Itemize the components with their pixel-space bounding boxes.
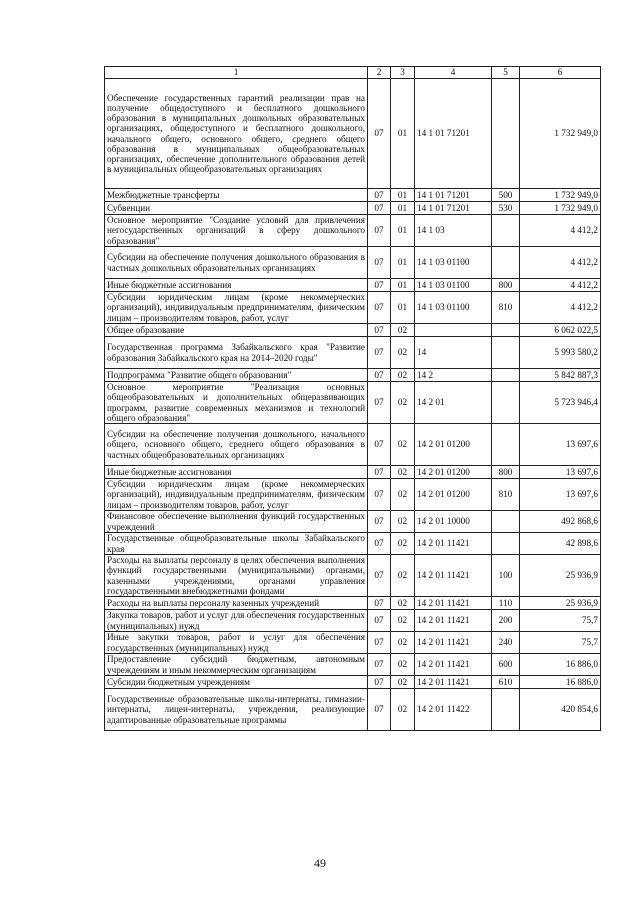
row-target-article-cell: 14 2 01 11421	[415, 632, 492, 654]
row-amount-cell: 1 732 949,0	[520, 189, 601, 202]
table-row	[105, 279, 601, 292]
row-amount-cell: 5 842 887,3	[520, 369, 601, 382]
row-name-cell: Основное мероприятие "Реализация основных общеобразовательных и дополнительных общеразвивающих программ, развитие современных механизмов и технологий общего образования"	[105, 382, 368, 424]
row-name-cell: Общее образование	[105, 324, 368, 337]
row-subsection-cell: 02	[391, 533, 415, 555]
row-target-article-cell: 14 1 03 01100	[415, 279, 492, 292]
row-name-cell: Финансовое обеспечение выполнения функций государственных учреждений	[105, 511, 368, 533]
row-expense-type-cell	[492, 215, 520, 247]
row-section-cell: 07	[368, 247, 391, 279]
header-col-5: 5	[492, 67, 520, 79]
row-expense-type-cell: 240	[492, 632, 520, 654]
row-name-cell: Субсидии на обеспечение получения дошкольного, начального общего, основного общего, среднего общего образования в частных общеобразовательных организациях	[105, 424, 368, 466]
table-row	[105, 555, 601, 597]
row-amount-cell: 16 886,0	[520, 654, 601, 676]
row-name-cell: Подпрограмма "Развитие общего образования"	[105, 369, 368, 382]
row-amount-cell: 42 898,6	[520, 533, 601, 555]
row-name-cell: Обеспечение государственных гарантий реализации прав на получение общедоступного и бесплатного дошкольного образования в муниципальных дошкольных образовательных организациях, общедоступного и бесплатного дошкольного, начального общего, основного общего, среднего общего образования в муниципальных общеобразовательных организациях, обеспечение дополнительного образования детей в муниципальных общеобразовательных организациях	[105, 79, 368, 189]
row-section-cell: 07	[368, 511, 391, 533]
row-target-article-cell: 14 1 03	[415, 215, 492, 247]
row-amount-cell: 4 412,2	[520, 247, 601, 279]
row-subsection-cell: 01	[391, 279, 415, 292]
row-target-article-cell	[415, 324, 492, 337]
row-expense-type-cell	[492, 533, 520, 555]
header-col-2: 2	[368, 67, 391, 79]
row-subsection-cell: 01	[391, 247, 415, 279]
row-section-cell: 07	[368, 479, 391, 511]
row-subsection-cell: 02	[391, 424, 415, 466]
row-target-article-cell: 14 2 01 11422	[415, 689, 492, 731]
row-name-cell: Расходы на выплаты персоналу в целях обеспечения выполнения функций государственными (муниципальными) органами, казенными учреждениями, органами управления государственными внебюджетными фондами	[105, 555, 368, 597]
row-amount-cell: 4 412,2	[520, 215, 601, 247]
table-row	[105, 676, 601, 689]
row-name-cell: Иные закупки товаров, работ и услуг для обеспечения государственных (муниципальных) нужд	[105, 632, 368, 654]
row-subsection-cell: 02	[391, 324, 415, 337]
row-subsection-cell: 02	[391, 555, 415, 597]
header-col-4: 4	[415, 67, 492, 79]
row-subsection-cell: 02	[391, 479, 415, 511]
row-section-cell: 07	[368, 555, 391, 597]
row-expense-type-cell: 800	[492, 279, 520, 292]
row-expense-type-cell: 110	[492, 597, 520, 610]
row-expense-type-cell: 200	[492, 610, 520, 632]
row-section-cell: 07	[368, 533, 391, 555]
row-target-article-cell: 14	[415, 337, 492, 369]
row-expense-type-cell: 600	[492, 654, 520, 676]
row-expense-type-cell: 810	[492, 479, 520, 511]
row-amount-cell: 25 936,9	[520, 597, 601, 610]
row-section-cell: 07	[368, 676, 391, 689]
table-row	[105, 247, 601, 279]
row-section-cell: 07	[368, 382, 391, 424]
row-subsection-cell: 02	[391, 337, 415, 369]
row-section-cell: 07	[368, 79, 391, 189]
row-amount-cell: 13 697,6	[520, 466, 601, 479]
row-amount-cell: 75,7	[520, 610, 601, 632]
row-target-article-cell: 14 2 01 01200	[415, 466, 492, 479]
row-subsection-cell: 02	[391, 610, 415, 632]
row-expense-type-cell: 100	[492, 555, 520, 597]
row-amount-cell: 25 936,9	[520, 555, 601, 597]
table-row	[105, 382, 601, 424]
row-expense-type-cell	[492, 247, 520, 279]
table-row	[105, 597, 601, 610]
row-name-cell: Субвенции	[105, 202, 368, 215]
row-section-cell: 07	[368, 324, 391, 337]
row-amount-cell: 6 062 022,5	[520, 324, 601, 337]
row-amount-cell: 492 868,6	[520, 511, 601, 533]
row-name-cell: Расходы на выплаты персоналу казенных учреждений	[105, 597, 368, 610]
row-section-cell: 07	[368, 689, 391, 731]
row-subsection-cell: 02	[391, 382, 415, 424]
row-subsection-cell: 01	[391, 215, 415, 247]
row-target-article-cell: 14 2 01 01200	[415, 479, 492, 511]
row-expense-type-cell	[492, 382, 520, 424]
table-row	[105, 424, 601, 466]
header-col-1: 1	[105, 67, 368, 79]
row-amount-cell: 75,7	[520, 632, 601, 654]
row-section-cell: 07	[368, 424, 391, 466]
row-amount-cell: 13 697,6	[520, 479, 601, 511]
row-amount-cell: 13 697,6	[520, 424, 601, 466]
row-expense-type-cell	[492, 324, 520, 337]
row-target-article-cell: 14 2 01 11421	[415, 654, 492, 676]
row-subsection-cell: 01	[391, 292, 415, 324]
row-subsection-cell: 02	[391, 676, 415, 689]
row-expense-type-cell: 810	[492, 292, 520, 324]
table-row	[105, 292, 601, 324]
row-target-article-cell: 14 2 01 10000	[415, 511, 492, 533]
row-name-cell: Субсидии юридическим лицам (кроме некоммерческих организаций), индивидуальным предпринимателям, физическим лицам – производителям товаров, работ, услуг	[105, 479, 368, 511]
row-section-cell: 07	[368, 202, 391, 215]
row-target-article-cell: 14 1 01 71201	[415, 189, 492, 202]
row-target-article-cell: 14 2 01 01200	[415, 424, 492, 466]
header-col-3: 3	[391, 67, 415, 79]
row-amount-cell: 16 886,0	[520, 676, 601, 689]
row-section-cell: 07	[368, 610, 391, 632]
page-number: 49	[314, 856, 326, 870]
row-expense-type-cell	[492, 424, 520, 466]
row-amount-cell: 1 732 949,0	[520, 79, 601, 189]
row-amount-cell: 1 732 949,0	[520, 202, 601, 215]
row-section-cell: 07	[368, 369, 391, 382]
row-target-article-cell: 14 2 01 11421	[415, 610, 492, 632]
table-row	[105, 533, 601, 555]
row-name-cell: Предоставление субсидий бюджетным, автономным учреждениям и иным некоммерческим организациям	[105, 654, 368, 676]
table-row	[105, 511, 601, 533]
row-expense-type-cell: 500	[492, 189, 520, 202]
row-section-cell: 07	[368, 654, 391, 676]
row-section-cell: 07	[368, 215, 391, 247]
row-name-cell: Субсидии бюджетным учреждениям	[105, 676, 368, 689]
row-target-article-cell: 14 2 01 11421	[415, 597, 492, 610]
row-subsection-cell: 02	[391, 369, 415, 382]
row-expense-type-cell	[492, 369, 520, 382]
table-row	[105, 654, 601, 676]
row-target-article-cell: 14 2 01 11421	[415, 676, 492, 689]
row-section-cell: 07	[368, 597, 391, 610]
row-target-article-cell: 14 2 01	[415, 382, 492, 424]
row-name-cell: Субсидии юридическим лицам (кроме некоммерческих организаций), индивидуальным предпринимателям, физическим лицам – производителям товаров, работ, услуг	[105, 292, 368, 324]
row-name-cell: Иные бюджетные ассигнования	[105, 466, 368, 479]
row-target-article-cell: 14 2 01 11421	[415, 555, 492, 597]
row-name-cell: Субсидии на обеспечение получения дошкольного образования в частных дошкольных образовательных организациях	[105, 247, 368, 279]
row-target-article-cell: 14 2 01 11421	[415, 533, 492, 555]
row-target-article-cell: 14 1 01 71201	[415, 79, 492, 189]
table-row	[105, 610, 601, 632]
table-row	[105, 215, 601, 247]
row-target-article-cell: 14 1 01 71201	[415, 202, 492, 215]
row-subsection-cell: 02	[391, 597, 415, 610]
row-target-article-cell: 14 1 03 01100	[415, 292, 492, 324]
row-section-cell: 07	[368, 632, 391, 654]
row-amount-cell: 4 412,2	[520, 292, 601, 324]
table-row	[105, 324, 601, 337]
row-section-cell: 07	[368, 292, 391, 324]
row-name-cell: Основное мероприятие "Создание условий для привлечения негосударственных организаций в сферу дошкольного образования"	[105, 215, 368, 247]
row-subsection-cell: 02	[391, 466, 415, 479]
row-expense-type-cell	[492, 337, 520, 369]
row-section-cell: 07	[368, 466, 391, 479]
table-row	[105, 337, 601, 369]
header-col-6: 6	[520, 67, 601, 79]
row-subsection-cell: 02	[391, 654, 415, 676]
row-subsection-cell: 01	[391, 189, 415, 202]
row-name-cell: Государственные общеобразовательные школы Забайкальского края	[105, 533, 368, 555]
row-subsection-cell: 01	[391, 202, 415, 215]
row-amount-cell: 5 993 580,2	[520, 337, 601, 369]
row-subsection-cell: 02	[391, 632, 415, 654]
row-name-cell: Государственные образовательные школы-интернаты, гимназии-интернаты, лицеи-интернаты, учреждения, реализующие адаптированные образовательные программы	[105, 689, 368, 731]
table-row	[105, 689, 601, 731]
row-expense-type-cell	[492, 511, 520, 533]
row-amount-cell: 420 854,6	[520, 689, 601, 731]
row-name-cell: Межбюджетные трансферты	[105, 189, 368, 202]
row-subsection-cell: 02	[391, 689, 415, 731]
table-row	[105, 79, 601, 189]
table-header-row	[105, 67, 601, 79]
row-amount-cell: 4 412,2	[520, 279, 601, 292]
table-row	[105, 632, 601, 654]
row-expense-type-cell: 530	[492, 202, 520, 215]
row-expense-type-cell	[492, 79, 520, 189]
table-row	[105, 479, 601, 511]
row-name-cell: Закупка товаров, работ и услуг для обеспечения государственных (муниципальных) нужд	[105, 610, 368, 632]
row-section-cell: 07	[368, 279, 391, 292]
row-target-article-cell: 14 2	[415, 369, 492, 382]
row-amount-cell: 5 723 946,4	[520, 382, 601, 424]
table-body	[105, 79, 601, 731]
table-row	[105, 202, 601, 215]
table-row	[105, 466, 601, 479]
row-target-article-cell: 14 1 03 01100	[415, 247, 492, 279]
table-row	[105, 189, 601, 202]
budget-table	[104, 66, 601, 731]
row-name-cell: Иные бюджетные ассигнования	[105, 279, 368, 292]
row-subsection-cell: 02	[391, 511, 415, 533]
row-name-cell: Государственная программа Забайкальского края "Развитие образования Забайкальского края на 2014–2020 годы"	[105, 337, 368, 369]
row-expense-type-cell	[492, 689, 520, 731]
row-subsection-cell: 01	[391, 79, 415, 189]
table-row	[105, 369, 601, 382]
row-section-cell: 07	[368, 337, 391, 369]
row-expense-type-cell: 610	[492, 676, 520, 689]
row-expense-type-cell: 800	[492, 466, 520, 479]
row-section-cell: 07	[368, 189, 391, 202]
